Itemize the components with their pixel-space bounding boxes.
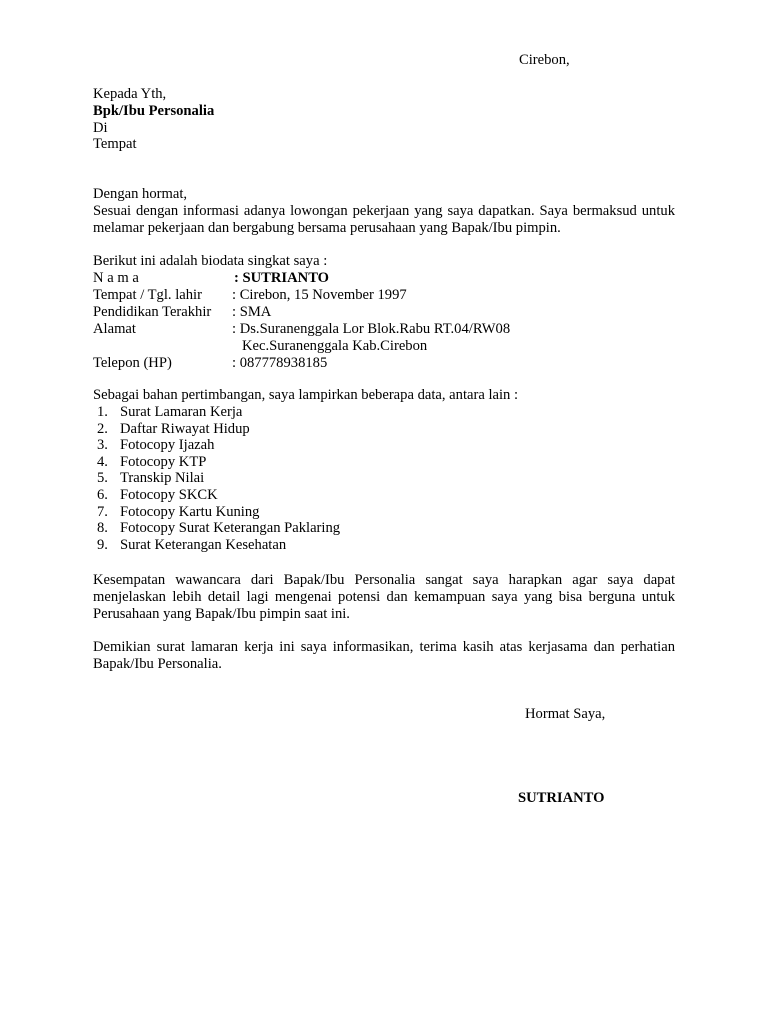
list-item-text: Daftar Riwayat Hidup [120, 420, 250, 437]
bio-phone-label: Telepon (HP) [93, 355, 172, 371]
interview-paragraph: Kesempatan wawancara dari Bapak/Ibu Personalia sangat saya harapkan agar saya dapat menjelaskan lebih detail lagi mengenai potensi dan kemampuan saya yang bisa berguna untuk Perusahaan yang Bapak/Ibu pimpin saat ini. [93, 572, 675, 622]
bio-address-value-1: : Ds.Suranenggala Lor Blok.Rabu RT.04/RW08 [232, 321, 511, 337]
bio-edu-label: Pendidikan Terakhir [93, 304, 212, 320]
list-item-number: 6. [97, 486, 108, 503]
attachments-list [93, 404, 675, 553]
list-item-text: Fotocopy Surat Keterangan Paklaring [120, 520, 341, 537]
bio-row-address-cont [93, 338, 675, 355]
list-item-text: Fotocopy Kartu Kuning [120, 503, 260, 520]
bio-edu-value: : SMA [232, 304, 272, 320]
list-item [93, 537, 675, 554]
bio-heading: Berikut ini adalah biodata singkat saya : [93, 253, 328, 269]
list-item [93, 504, 675, 521]
list-item-number: 9. [97, 536, 108, 553]
list-item-number: 8. [97, 520, 108, 537]
recipient-line-2: Bpk/Ibu Personalia [93, 103, 215, 119]
bio-name-value: : SUTRIANTO [234, 270, 330, 286]
bio-row-phone [93, 355, 675, 372]
sign-off: Hormat Saya, [525, 706, 606, 722]
bio-ttl-label: Tempat / Tgl. lahir [93, 287, 202, 303]
list-item-text: Fotocopy SKCK [120, 486, 218, 503]
list-item-number: 2. [97, 420, 108, 437]
greeting: Dengan hormat, [93, 186, 188, 202]
bio-name-label: N a m a [93, 270, 139, 286]
attachments-heading: Sebagai bahan pertimbangan, saya lampirkan beberapa data, antara lain : [93, 387, 519, 403]
biodata-block [93, 270, 675, 372]
list-item-text: Surat Lamaran Kerja [120, 404, 243, 420]
bio-row-education [93, 304, 675, 321]
bio-row-name [93, 270, 675, 287]
list-item-text: Fotocopy Ijazah [120, 437, 215, 454]
bio-ttl-value: : Cirebon, 15 November 1997 [232, 287, 407, 303]
recipient-line-3: Di [93, 120, 108, 136]
list-item [93, 454, 675, 471]
list-item [93, 520, 675, 537]
list-item [93, 404, 675, 421]
intro-paragraph: Sesuai dengan informasi adanya lowongan pekerjaan yang saya dapatkan. Saya bermaksud untuk melamar pekerjaan dan bergabung bersama perusahaan yang Bapak/Ibu pimpin. [93, 203, 675, 236]
bio-row-address [93, 321, 675, 338]
place-date: Cirebon, [519, 52, 570, 68]
signatory-name: SUTRIANTO [518, 790, 605, 806]
list-item [93, 470, 675, 487]
list-item [93, 487, 675, 504]
list-item [93, 437, 675, 454]
bio-address-value-2: Kec.Suranenggala Kab.Cirebon [242, 338, 428, 354]
recipient-line-4: Tempat [93, 136, 137, 152]
bio-address-label: Alamat [93, 321, 136, 337]
list-item-text: Transkip Nilai [120, 470, 205, 487]
list-item-number: 3. [97, 437, 108, 454]
list-item [93, 421, 675, 438]
bio-phone-value: : 087778938185 [232, 355, 328, 371]
closing-paragraph: Demikian surat lamaran kerja ini saya informasikan, terima kasih atas kerjasama dan perhatian Bapak/Ibu Personalia. [93, 639, 675, 672]
list-item-number: 1. [97, 404, 108, 420]
recipient-line-1: Kepada Yth, [93, 86, 167, 102]
list-item-number: 5. [97, 470, 108, 487]
list-item-text: Fotocopy KTP [120, 453, 207, 470]
list-item-number: 4. [97, 453, 108, 470]
list-item-text: Surat Keterangan Kesehatan [120, 536, 287, 553]
list-item-number: 7. [97, 503, 108, 520]
bio-row-birth [93, 287, 675, 304]
